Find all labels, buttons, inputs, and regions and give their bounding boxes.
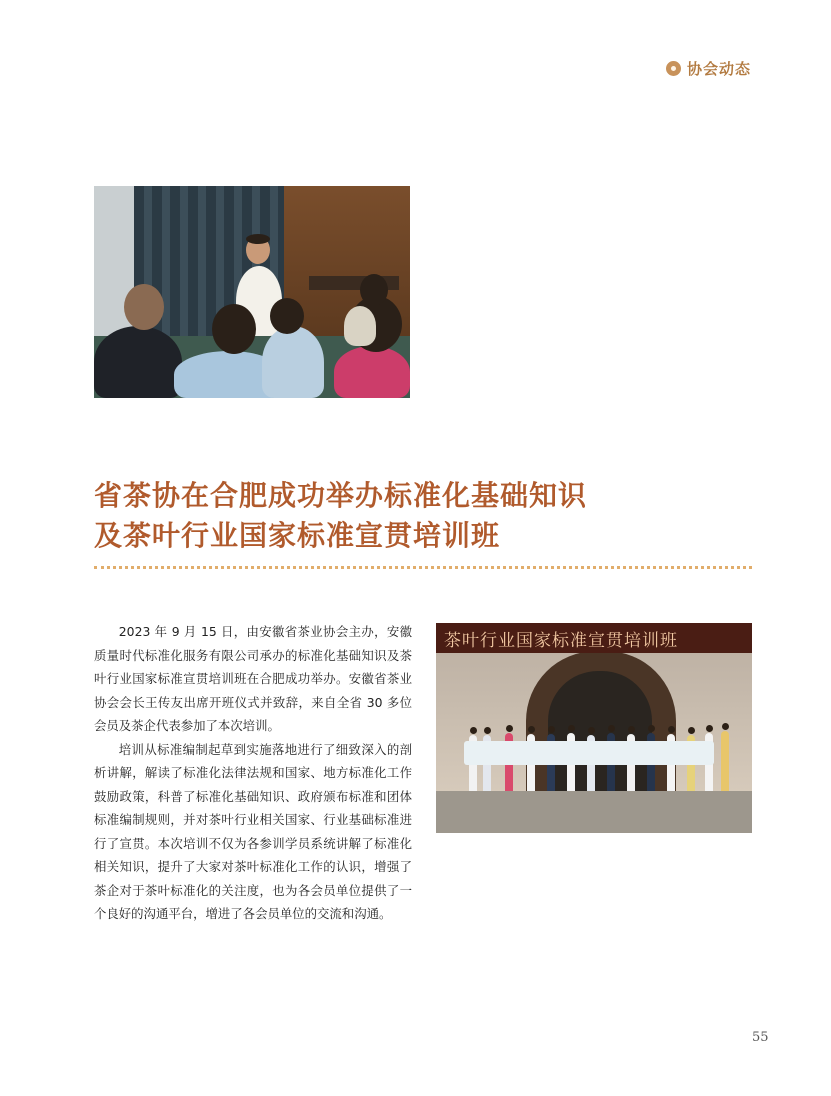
group-photo — [436, 623, 752, 833]
section-tag-label: 协会动态 — [687, 60, 752, 78]
paragraph: 培训从标准编制起草到实施落地进行了细致深入的剖析讲解，解读了标准化法律法规和国家、地方标准化工作鼓励政策，科普了标准化基础知识、政府颁布标准和团体标准编制规则，并对茶叶行业相关国家、行业基础标准进行了宣贯。本次培训不仅为各参训学员系统讲解了标准化相关知识，提升了大家对茶叶标准化工作的认识，增强了茶企对于茶叶标准化的关注度，也为各会员单位提供了一个良好的沟通平台，增进了各会员单位的交流和沟通。 — [94, 741, 412, 921]
article-body — [94, 620, 412, 926]
circle-dot-icon — [666, 61, 681, 76]
group-photo-sign: 茶叶行业国家标准宣贯培训班 — [444, 631, 678, 651]
title-line-2: 及茶叶行业国家标准宣贯培训班 — [94, 519, 501, 552]
article-title — [94, 476, 754, 556]
page-number: 55 — [752, 1030, 769, 1045]
title-divider — [94, 566, 752, 569]
lecture-photo — [94, 186, 410, 398]
group-banner — [464, 741, 714, 765]
paragraph: 2023 年 9 月 15 日，由安徽省茶业协会主办，安徽质量时代标准化服务有限公司承办的标准化基础知识及茶叶行业国家标准宣贯培训班在合肥成功举办。安徽省茶业协会会长王传友出席开班仪式并致辞，来自全省 30 多位会员及茶企代表参加了本次培训。 — [94, 624, 412, 733]
section-tag — [666, 58, 751, 79]
title-line-1: 省茶协在合肥成功举办标准化基础知识 — [94, 479, 588, 512]
